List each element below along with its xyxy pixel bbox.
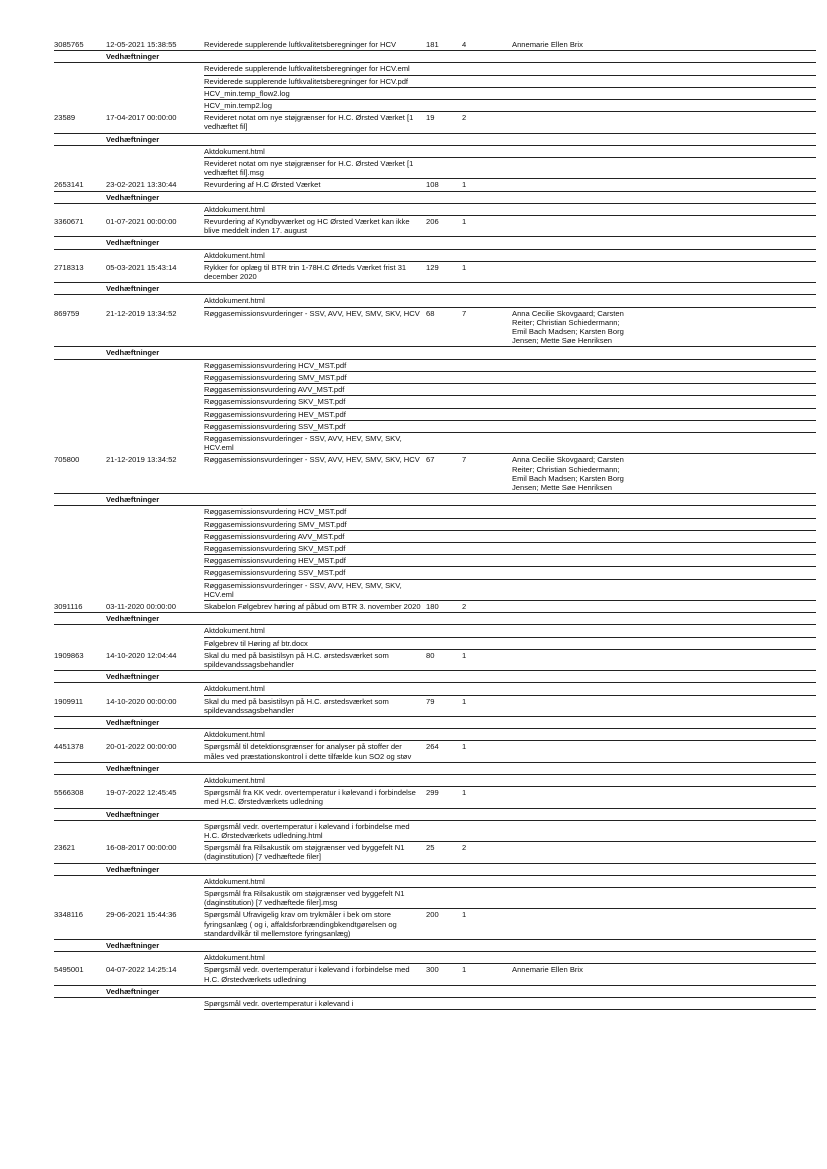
attachment-row [54, 100, 816, 112]
attachment-name: Røggasemissionsvurderinger - SSV, AVV, HEV, SMV, SKV, HCV.eml [204, 580, 426, 601]
record-number: 129 [426, 262, 439, 272]
record-date: 21-12-2019 13:34:52 [106, 308, 177, 318]
attachment-row [54, 88, 816, 100]
attachment-filler [426, 555, 816, 567]
attachment-row [54, 998, 816, 1010]
attachment-name: Røggasemissionsvurdering HEV_MST.pdf [204, 555, 426, 567]
record-number: 19 [426, 113, 435, 123]
attachment-filler [426, 519, 816, 531]
record-date: 04-07-2022 14:25:14 [106, 965, 177, 975]
attachment-row [54, 555, 816, 567]
record-id: 2653141 [54, 180, 84, 190]
attachment-indent [54, 63, 204, 75]
record-count: 4 [462, 40, 467, 49]
attachment-name: Røggasemissionsvurdering SMV_MST.pdf [204, 372, 426, 384]
attachment-row [54, 952, 816, 964]
record-person [512, 842, 632, 862]
attachment-filler [426, 998, 816, 1010]
record-row [54, 179, 816, 190]
record-title: Spørgsmål Ufravigelig krav om trykmåler i bek om store fyringsanlæg ( og i, affaldsforbrændingbkendtgørelsen og standardvilkår til mellemstore fyringsanlæg) [204, 910, 399, 938]
attachment-row [54, 638, 816, 650]
attachment-row [54, 250, 816, 262]
attachment-row [54, 158, 816, 179]
record-date: 14-10-2020 00:00:00 [106, 696, 177, 706]
record-title: Revideret notat om nye støjgrænser for H.C. Ørsted Værket [1 vedhæftet fil] [204, 113, 416, 132]
attachments-label: Vedhæftninger [106, 52, 160, 62]
attachment-indent [54, 888, 204, 909]
attachment-name: Aktdokument.html [204, 952, 426, 964]
record-date: 17-04-2017 00:00:00 [106, 113, 177, 123]
attachment-filler [426, 531, 816, 543]
record-title: Spørgsmål fra Rilsakustik om støjgrænser ved byggefelt N1 (daginstitution) [7 vedhæftede filer] [204, 843, 407, 862]
record-row [54, 454, 816, 493]
attachments-label: Vedhæftninger [106, 809, 160, 819]
attachment-name: Spørgsmål fra Rilsakustik om støjgrænser ved byggefelt N1 (daginstitution) [7 vedhæftede filer].msg [204, 888, 426, 909]
record-person: Annemarie Ellen Brix [512, 965, 583, 975]
attachment-name: Reviderede supplerende luftkvalitetsberegninger for HCV.eml [204, 63, 426, 75]
attachments-header [54, 985, 816, 998]
attachment-filler [426, 372, 816, 384]
record-date: 21-12-2019 13:34:52 [106, 455, 177, 465]
attachment-filler [426, 876, 816, 888]
attachment-indent [54, 519, 204, 531]
attachment-indent [54, 76, 204, 88]
record-date: 19-07-2022 12:45:45 [106, 788, 177, 798]
record-row [54, 964, 816, 984]
document-table [54, 39, 816, 1010]
attachment-indent [54, 580, 204, 601]
attachments-header [54, 808, 816, 821]
attachment-indent [54, 775, 204, 787]
attachment-name: Røggasemissionsvurdering AVV_MST.pdf [204, 384, 426, 396]
attachments-label: Vedhæftninger [106, 672, 160, 682]
record-number: 206 [426, 217, 439, 227]
attachment-row [54, 409, 816, 421]
attachment-filler [426, 821, 816, 842]
record-title: Spørgsmål vedr. overtemperatur i kølevand i forbindelse med H.C. Ørstedværkets udledning [204, 965, 412, 984]
attachment-filler [426, 506, 816, 518]
attachments-label: Vedhæftninger [106, 192, 160, 202]
record-title: Reviderede supplerende luftkvalitetsberegninger for HCV [204, 40, 397, 49]
attachment-name: Aktdokument.html [204, 146, 426, 158]
record-number: 80 [426, 650, 435, 660]
record-person [512, 112, 632, 132]
attachments-header [54, 133, 816, 146]
record-count: 7 [462, 455, 467, 465]
record-person [512, 601, 632, 612]
attachment-indent [54, 421, 204, 433]
attachments-header [54, 762, 816, 775]
record-id: 3360671 [54, 217, 84, 227]
record-date: 20-01-2022 00:00:00 [106, 742, 177, 752]
attachment-name: Aktdokument.html [204, 250, 426, 262]
attachment-filler [426, 888, 816, 909]
record-title: Revurdering af H.C Ørsted Værket [204, 180, 321, 190]
attachment-filler [426, 295, 816, 307]
attachments-header [54, 670, 816, 683]
record-date: 12-05-2021 15:38:55 [106, 40, 177, 49]
attachment-filler [426, 63, 816, 75]
attachment-name: Spørgsmål vedr. overtemperatur i kølevand i forbindelse med H.C. Ørstedværkets udledning.html [204, 821, 426, 842]
attachment-filler [426, 543, 816, 555]
record-id: 23621 [54, 843, 76, 853]
record-date: 29-06-2021 15:44:36 [106, 910, 177, 920]
record-date: 14-10-2020 12:04:44 [106, 650, 177, 660]
record-title: Skal du med på basistilsyn på H.C. ørstedsværket som spildevandssagsbehandler [204, 696, 391, 715]
attachment-row [54, 519, 816, 531]
record-date: 01-07-2021 00:00:00 [106, 217, 177, 227]
attachment-indent [54, 683, 204, 695]
record-count: 1 [462, 742, 467, 752]
attachment-filler [426, 775, 816, 787]
attachment-row [54, 876, 816, 888]
record-title: Spørgsmål til detektionsgrænser for analyser på stoffer der måles ved præstationskontrol i dette tilfælde kun SO2 og støv [204, 742, 412, 761]
record-number: 180 [426, 601, 439, 611]
record-row [54, 842, 816, 862]
attachment-name: Røggasemissionsvurdering SMV_MST.pdf [204, 519, 426, 531]
attachment-indent [54, 952, 204, 964]
attachment-filler [426, 384, 816, 396]
attachment-filler [426, 580, 816, 601]
attachment-name: Aktdokument.html [204, 625, 426, 637]
attachment-indent [54, 100, 204, 112]
attachment-row [54, 775, 816, 787]
attachment-name: Røggasemissionsvurdering HCV_MST.pdf [204, 360, 426, 372]
record-id: 1909911 [54, 696, 83, 706]
attachment-filler [426, 250, 816, 262]
record-number: 181 [426, 40, 439, 49]
attachment-indent [54, 250, 204, 262]
attachment-indent [54, 204, 204, 216]
record-row [54, 741, 816, 761]
attachments-label: Vedhæftninger [106, 864, 160, 874]
attachment-indent [54, 88, 204, 100]
attachment-filler [426, 396, 816, 408]
attachment-name: Røggasemissionsvurdering SKV_MST.pdf [204, 396, 426, 408]
attachment-filler [426, 146, 816, 158]
attachments-label: Vedhæftninger [106, 134, 160, 144]
attachment-filler [426, 433, 816, 454]
record-title: Skal du med på basistilsyn på H.C. ørstedsværket som spildevandssagsbehandler [204, 650, 391, 669]
attachment-filler [426, 567, 816, 579]
record-person [512, 179, 632, 190]
record-person [512, 696, 632, 716]
attachment-row [54, 204, 816, 216]
record-date: 23-02-2021 13:30:44 [106, 180, 177, 190]
record-id: 2718313 [54, 262, 84, 272]
attachments-header [54, 236, 816, 249]
record-row [54, 112, 816, 132]
attachment-name: Aktdokument.html [204, 775, 426, 787]
attachment-indent [54, 158, 204, 179]
record-person [512, 650, 632, 670]
record-person [512, 787, 632, 807]
attachment-row [54, 506, 816, 518]
record-number: 108 [426, 180, 439, 190]
record-number: 79 [426, 696, 435, 706]
record-title: Revurdering af Kyndbyværket og HC Ørsted Værket kan ikke blive meddelt inden 17. august [204, 217, 412, 236]
record-count: 1 [462, 965, 467, 975]
record-count: 2 [462, 601, 467, 611]
attachment-filler [426, 683, 816, 695]
attachment-row [54, 76, 816, 88]
attachment-name: Røggasemissionsvurderinger - SSV, AVV, HEV, SMV, SKV, HCV.eml [204, 433, 426, 454]
record-date: 05-03-2021 15:43:14 [106, 262, 177, 272]
attachment-indent [54, 876, 204, 888]
record-count: 1 [462, 788, 467, 798]
attachment-indent [54, 625, 204, 637]
attachments-header [54, 282, 816, 295]
attachment-name: Aktdokument.html [204, 729, 426, 741]
record-number: 68 [426, 308, 435, 318]
record-row [54, 216, 816, 236]
record-id: 23589 [54, 113, 76, 123]
attachment-indent [54, 372, 204, 384]
attachments-header [54, 612, 816, 625]
attachment-indent [54, 998, 204, 1010]
attachment-name: Røggasemissionsvurdering HEV_MST.pdf [204, 409, 426, 421]
attachment-name: Aktdokument.html [204, 876, 426, 888]
attachment-name: Røggasemissionsvurdering SSV_MST.pdf [204, 567, 426, 579]
record-person: Annemarie Ellen Brix [512, 40, 583, 49]
record-row [54, 262, 816, 282]
attachments-header [54, 863, 816, 876]
record-number: 300 [426, 965, 439, 975]
record-person [512, 909, 632, 939]
record-row [54, 650, 816, 670]
record-row [54, 308, 816, 347]
attachments-label: Vedhæftninger [106, 986, 160, 996]
attachment-indent [54, 638, 204, 650]
attachments-header [54, 716, 816, 729]
attachments-label: Vedhæftninger [106, 495, 160, 505]
record-title: Spørgsmål fra KK vedr. overtemperatur i kølevand i forbindelse med H.C. Ørstedværkets udledning [204, 788, 418, 807]
attachment-name: Aktdokument.html [204, 295, 426, 307]
record-id: 3091116 [54, 601, 83, 611]
attachment-indent [54, 531, 204, 543]
attachment-row [54, 580, 816, 601]
record-person [512, 741, 632, 761]
attachment-row [54, 729, 816, 741]
record-row [54, 696, 816, 716]
record-count: 1 [462, 650, 467, 660]
attachment-name: Røggasemissionsvurdering AVV_MST.pdf [204, 531, 426, 543]
attachment-filler [426, 625, 816, 637]
record-row [54, 787, 816, 807]
attachment-filler [426, 421, 816, 433]
attachments-label: Vedhæftninger [106, 614, 160, 624]
record-id: 705800 [54, 455, 80, 465]
record-row [54, 39, 816, 50]
record-count: 2 [462, 113, 467, 123]
record-count: 1 [462, 180, 467, 190]
attachment-indent [54, 384, 204, 396]
record-title: Røggasemissionsvurderinger - SSV, AVV, HEV, SMV, SKV, HCV [204, 455, 420, 465]
attachment-name: Røggasemissionsvurdering SKV_MST.pdf [204, 543, 426, 555]
attachments-header [54, 191, 816, 204]
attachment-row [54, 531, 816, 543]
attachment-filler [426, 76, 816, 88]
attachments-label: Vedhæftninger [106, 348, 160, 358]
record-id: 4451378 [54, 742, 84, 752]
record-number: 25 [426, 843, 435, 853]
record-id: 1909863 [54, 650, 84, 660]
attachment-row [54, 421, 816, 433]
attachment-name: Spørgsmål vedr. overtemperatur i kølevand i [204, 998, 426, 1010]
record-id: 3085765 [54, 40, 84, 49]
record-number: 264 [426, 742, 439, 752]
record-count: 1 [462, 217, 467, 227]
record-title: Skabelon Følgebrev høring af påbud om BTR 3. november 2020 [204, 601, 421, 611]
attachments-header [54, 346, 816, 359]
attachment-indent [54, 729, 204, 741]
record-id: 869759 [54, 308, 80, 318]
attachment-row [54, 433, 816, 454]
attachment-indent [54, 433, 204, 454]
attachment-row [54, 396, 816, 408]
attachment-row [54, 146, 816, 158]
record-id: 5566308 [54, 788, 84, 798]
record-row [54, 601, 816, 612]
attachment-row [54, 63, 816, 75]
attachments-header [54, 50, 816, 63]
record-date: 16-08-2017 00:00:00 [106, 843, 177, 853]
attachment-name: Røggasemissionsvurdering SSV_MST.pdf [204, 421, 426, 433]
attachment-filler [426, 729, 816, 741]
attachment-name: Følgebrev til Høring af btr.docx [204, 638, 426, 650]
attachment-indent [54, 146, 204, 158]
attachment-indent [54, 409, 204, 421]
attachments-header [54, 939, 816, 952]
record-person: Anna Cecilie Skovgaard; Carsten Reiter; Christian Schiedermann; Emil Bach Madsen; Karsten Borg Jensen; Mette Søe Henriksen [512, 455, 626, 492]
attachment-row [54, 821, 816, 842]
record-id: 3348116 [54, 910, 83, 920]
attachment-filler [426, 100, 816, 112]
attachment-filler [426, 158, 816, 179]
attachment-indent [54, 821, 204, 842]
record-count: 1 [462, 696, 467, 706]
attachment-name: HCV_min.temp_flow2.log [204, 88, 426, 100]
attachment-filler [426, 88, 816, 100]
attachment-indent [54, 295, 204, 307]
record-number: 67 [426, 455, 435, 465]
attachment-filler [426, 204, 816, 216]
attachment-row [54, 295, 816, 307]
record-number: 200 [426, 910, 439, 920]
record-date: 03-11-2020 00:00:00 [106, 601, 176, 611]
attachment-filler [426, 360, 816, 372]
attachments-label: Vedhæftninger [106, 238, 160, 248]
attachment-name: Reviderede supplerende luftkvalitetsberegninger for HCV.pdf [204, 76, 426, 88]
attachment-row [54, 888, 816, 909]
record-person: Anna Cecilie Skovgaard; Carsten Reiter; Christian Schiedermann; Emil Bach Madsen; Karsten Borg Jensen; Mette Søe Henriksen [512, 308, 626, 346]
attachments-label: Vedhæftninger [106, 284, 160, 294]
attachment-indent [54, 506, 204, 518]
attachments-label: Vedhæftninger [106, 763, 160, 773]
attachment-indent [54, 396, 204, 408]
record-person [512, 262, 632, 282]
record-title: Røggasemissionsvurderinger - SSV, AVV, HEV, SMV, SKV, HCV [204, 308, 420, 318]
attachment-indent [54, 555, 204, 567]
attachment-indent [54, 543, 204, 555]
attachment-name: Aktdokument.html [204, 683, 426, 695]
attachment-filler [426, 952, 816, 964]
record-person [512, 216, 632, 236]
attachments-label: Vedhæftninger [106, 941, 160, 951]
record-row [54, 909, 816, 939]
record-title: Rykker for oplæg til BTR trin 1-78H.C Ørteds Værket frist 31 december 2020 [204, 262, 409, 282]
attachment-name: HCV_min.temp2.log [204, 100, 426, 112]
attachment-row [54, 683, 816, 695]
record-count: 7 [462, 308, 467, 318]
attachment-row [54, 384, 816, 396]
attachments-label: Vedhæftninger [106, 717, 160, 727]
record-count: 2 [462, 843, 467, 853]
attachment-row [54, 360, 816, 372]
record-count: 1 [462, 910, 467, 920]
record-number: 299 [426, 788, 439, 798]
record-count: 1 [462, 262, 467, 272]
attachment-row [54, 372, 816, 384]
attachments-header [54, 493, 816, 506]
attachment-row [54, 625, 816, 637]
record-id: 5495001 [54, 965, 84, 975]
attachment-filler [426, 409, 816, 421]
attachment-name: Revideret notat om nye støjgrænser for H.C. Ørsted Værket [1 vedhæftet fil].msg [204, 158, 426, 179]
attachment-name: Aktdokument.html [204, 204, 426, 216]
attachment-indent [54, 567, 204, 579]
attachment-name: Røggasemissionsvurdering HCV_MST.pdf [204, 506, 426, 518]
attachment-row [54, 543, 816, 555]
attachment-filler [426, 638, 816, 650]
attachment-row [54, 567, 816, 579]
attachment-indent [54, 360, 204, 372]
